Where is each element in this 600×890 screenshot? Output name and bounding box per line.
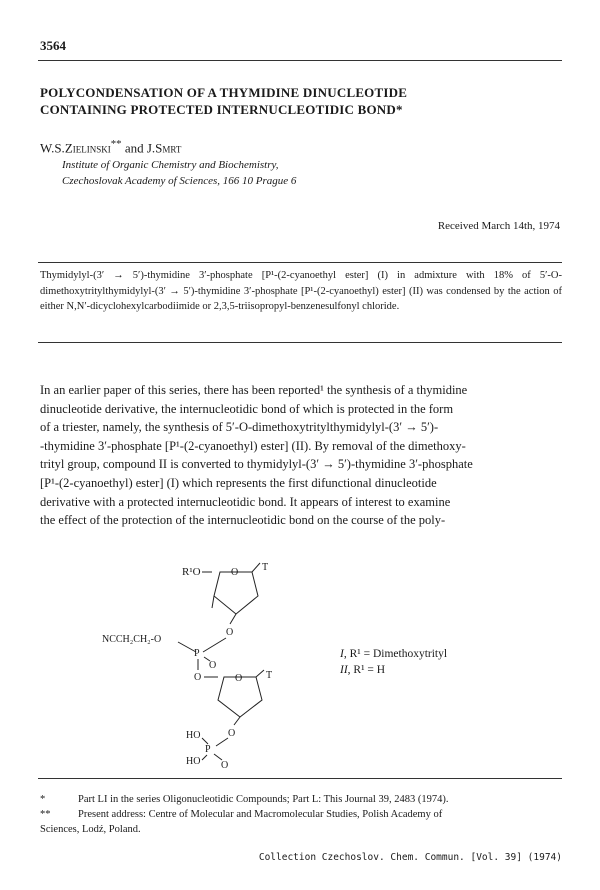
cyanoethyl-chain: NCCH₂CH₂-O [102,634,162,645]
body-line: derivative with a protected internucleotidic bond. It appears of interest to examine [40,494,451,509]
article-title [40,84,560,118]
legend-compound-ii: II [340,664,348,676]
author-line [40,138,181,156]
footnote-text: Present address: Centre of Molecular and Macromolecular Studies, Polish Academy of [78,809,443,820]
ring-to-o-bond [230,614,236,624]
running-footer: Collection Czechoslov. Chem. Commun. [Vol. 39] (1974) [258,852,562,863]
legend-text-2: , R¹ = H [347,664,386,676]
body-line: -thymidine 3′-phosphate [P¹-(2-cyanoethyl) ester] (II). By removal of the dimethoxy- [40,438,466,453]
ho-p-bond-2 [202,755,207,760]
footnotes [40,792,562,837]
abstract: Thymidylyl-(3′ → 5′)-thymidine 3′-phosphate [P¹-(2-cyanoethyl ester] (I) in admixture with 18% of 5′-O-dimethoxytritylthymidylyl-(3′ → 5′)-thymidine 3′-phosphate [P¹-(2-cyanoethyl) ester] (II) was condensed by the action of either N,N′-dicyclohexylcarbodiimide or 2,3,5-triisopropyl-benzenesulfonyl chloride. [40,270,562,312]
base-t-top: T [262,562,269,573]
chemical-structure-diagram [90,560,340,775]
footnote-text: Part LI in the series Oligonucleotidic Compounds; Part L: This Journal 39, 2483 (1974). [78,794,449,805]
abstract-rule-top [38,262,562,263]
o-p-bond-top [203,638,226,652]
double-o-top: O [209,660,217,671]
affiliation-line-1: Institute of Organic Chemistry and Biochemistry, [62,159,279,171]
double-o-bottom: O [221,760,229,771]
body-line: of a triester, namely, the synthesis of 5′-O-dimethoxytritylthymidylyl-(3′ → 5′)- [40,420,439,435]
link-o-2: O [194,672,202,683]
author-2-surname: Smrt [155,140,182,156]
title-line-1: POLYCONDENSATION OF A THYMIDINE DINUCLEOTIDE [40,85,408,100]
footnote [40,792,562,807]
ring-stub-top [212,596,214,608]
footnote-continuation: Sciences, Lodź, Poland. [40,824,141,835]
ring-to-o-bond-bottom [234,717,240,725]
base-bond-bottom [256,670,264,677]
hydroxyl-1: HO [186,730,201,741]
author-2-initials: J. [146,140,156,156]
hydroxyl-2: HO [186,756,201,767]
legend-row-1 [340,646,447,662]
author-1-footnote-mark: ** [110,138,122,150]
phosphorus-bottom: P [205,744,211,755]
link-o-1: O [226,627,234,638]
author-1-initials: W.S. [40,140,65,156]
title-line-2: CONTAINING PROTECTED INTERNUCLEOTIDIC BOND* [40,102,403,117]
legend-text-1: , R¹ = Dimethoxytrityl [343,648,448,660]
footnote-mark: ** [40,809,51,820]
footnote [40,807,562,822]
ring-o-bottom: O [235,673,243,684]
author-1-surname: Zielinski [64,140,111,156]
body-line: dinucleotide derivative, the internucleotidic bond of which is protected in the form [40,401,454,416]
body-line: In an earlier paper of this series, there has been reported¹ the synthesis of a thymidine [40,383,468,397]
legend-compound-i: I [340,648,344,660]
ring-o-top: O [231,567,239,578]
compound-legend [340,646,447,678]
page-number: 3564 [40,38,66,53]
affiliation [62,157,296,189]
o-p-bond-bottom [216,738,228,746]
body-paragraph [40,381,562,530]
sugar-ring-top [214,572,258,614]
body-line: trityl group, compound II is converted to thymidylyl-(3′ → 5′)-thymidine 3′-phosphate [40,457,473,472]
base-t-bottom: T [266,670,273,681]
footnote-mark: * [40,794,46,805]
structure-r-label: R¹O [182,566,201,578]
phosphorus-top: P [194,648,200,659]
received-date: Received March 14th, 1974 [437,220,560,232]
header-rule [38,60,562,61]
base-bond-top [252,563,260,572]
legend-row-2 [340,662,447,678]
footnote-rule [38,778,562,779]
link-o-3: O [228,728,236,739]
body-line: [P¹-(2-cyanoethyl) ester] (I) which represents the first difunctional dinucleotide [40,475,437,490]
body-line: the effect of the protection of the internucleotidic bond on the course of the poly- [40,513,446,528]
affiliation-line-2: Czechoslovak Academy of Sciences, 166 10 Prague 6 [62,175,297,187]
author-conjunction: and [124,140,144,156]
abstract-rule-bottom [38,342,562,343]
